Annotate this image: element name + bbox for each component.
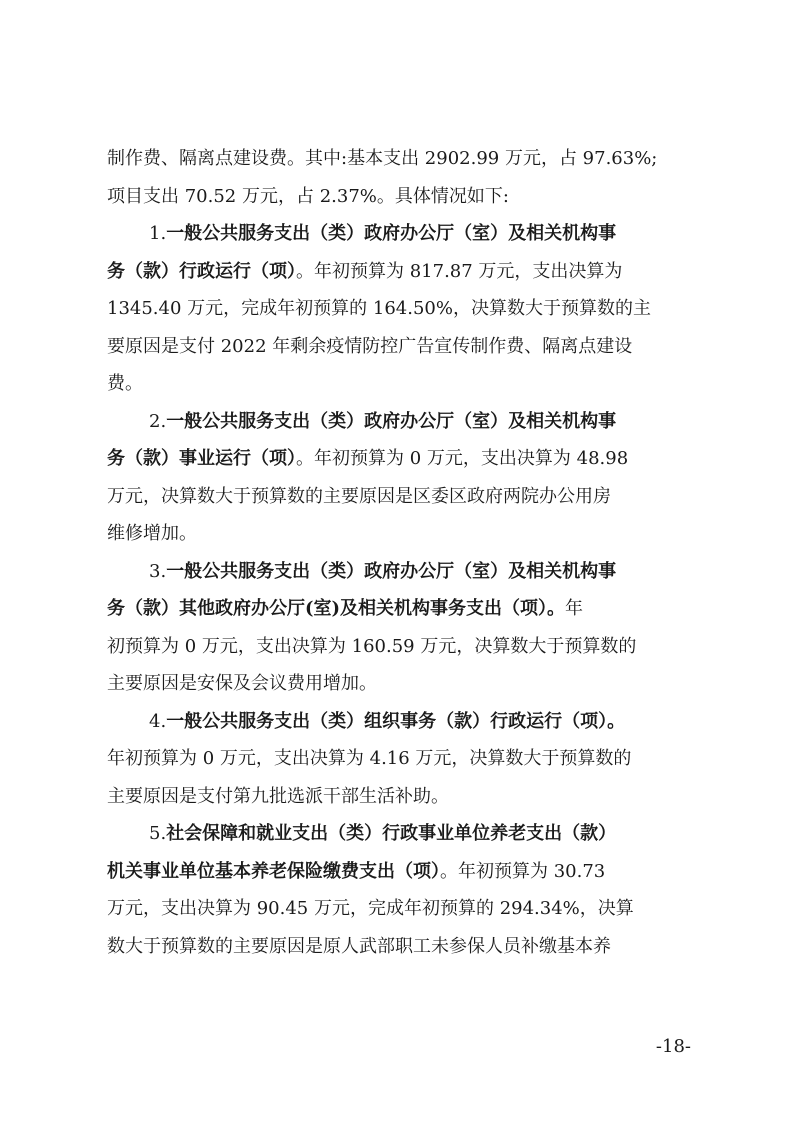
- text-line: [107, 928, 689, 966]
- text-line: [107, 553, 689, 591]
- text-line: [107, 703, 689, 741]
- text-line: [107, 740, 689, 778]
- text-line: [107, 590, 689, 628]
- text-line: [107, 253, 689, 291]
- document-body: [107, 140, 689, 965]
- bold-heading-run: 一般公共服务支出（类）政府办公厅（室）及相关机构事: [166, 560, 617, 582]
- bold-heading-run: 务（款）其他政府办公厅(室)及相关机构事务支出（项）。: [107, 598, 566, 619]
- bold-heading-run: 务（款）事业运行（项）: [107, 448, 296, 469]
- text-run: 1345.40 万元，完成年初预算的 164.50%，决算数大于预算数的主: [107, 298, 651, 319]
- text-run: 1.: [149, 223, 167, 244]
- text-run: 项目支出 70.52 万元，占 2.37%。具体情况如下:: [107, 185, 509, 207]
- text-run: 。年初预算为 817.87 万元，支出决算为: [296, 260, 623, 282]
- text-run: 主要原因是支付第九批选派干部生活补助。: [107, 785, 449, 807]
- text-run: 费。: [107, 373, 143, 394]
- text-run: 。年初预算为 30.73: [440, 860, 606, 882]
- text-line: [107, 290, 689, 328]
- text-run: 3.: [149, 560, 167, 582]
- page-number: -18-: [655, 1036, 691, 1057]
- text-line: [107, 328, 689, 366]
- bold-heading-run: 务（款）行政运行（项）: [107, 260, 296, 282]
- text-line: [107, 478, 689, 516]
- text-line: [107, 890, 689, 928]
- bold-heading-run: 一般公共服务支出（类）政府办公厅（室）及相关机构事: [166, 223, 617, 244]
- text-run: 年初预算为 0 万元，支出决算为 4.16 万元，决算数大于预算数的: [107, 748, 632, 769]
- text-run: 4.: [149, 710, 167, 732]
- text-run: 万元，决算数大于预算数的主要原因是区委区政府两院办公用房: [107, 485, 611, 507]
- text-line: [107, 853, 689, 891]
- text-run: 5.: [149, 823, 167, 844]
- text-line: [107, 628, 689, 666]
- text-line: [107, 140, 689, 178]
- bold-heading-run: 机关事业单位基本养老保险缴费支出（项）: [107, 860, 440, 882]
- text-line: [107, 403, 689, 441]
- text-line: [107, 440, 689, 478]
- text-line: [107, 815, 689, 853]
- text-line: [107, 778, 689, 816]
- bold-heading-run: 一般公共服务支出（类）政府办公厅（室）及相关机构事: [166, 410, 617, 432]
- text-line: [107, 665, 689, 703]
- text-run: 维修增加。: [107, 523, 197, 544]
- text-run: 年: [565, 598, 584, 619]
- text-run: 。年初预算为 0 万元，支出决算为 48.98: [296, 448, 629, 469]
- text-line: [107, 515, 689, 553]
- text-run: 万元，支出决算为 90.45 万元，完成年初预算的 294.34%，决算: [107, 898, 634, 919]
- text-run: 制作费、隔离点建设费。其中:基本支出 2902.99 万元，占 97.63%;: [107, 148, 658, 169]
- text-run: 主要原因是安保及会议费用增加。: [107, 673, 377, 694]
- text-run: 数大于预算数的主要原因是原人武部职工未参保人员补缴基本养: [107, 935, 611, 957]
- text-run: 2.: [149, 410, 167, 432]
- text-run: 初预算为 0 万元，支出决算为 160.59 万元，决算数大于预算数的: [107, 635, 637, 657]
- text-line: [107, 215, 689, 253]
- bold-heading-run: 一般公共服务支出（类）组织事务（款）行政运行（项）。: [166, 710, 626, 732]
- text-line: [107, 178, 689, 216]
- text-run: 要原因是支付 2022 年剩余疫情防控广告宣传制作费、隔离点建设: [107, 335, 633, 357]
- bold-heading-run: 社会保障和就业支出（类）行政事业单位养老支出（款）: [166, 823, 617, 844]
- text-line: [107, 365, 689, 403]
